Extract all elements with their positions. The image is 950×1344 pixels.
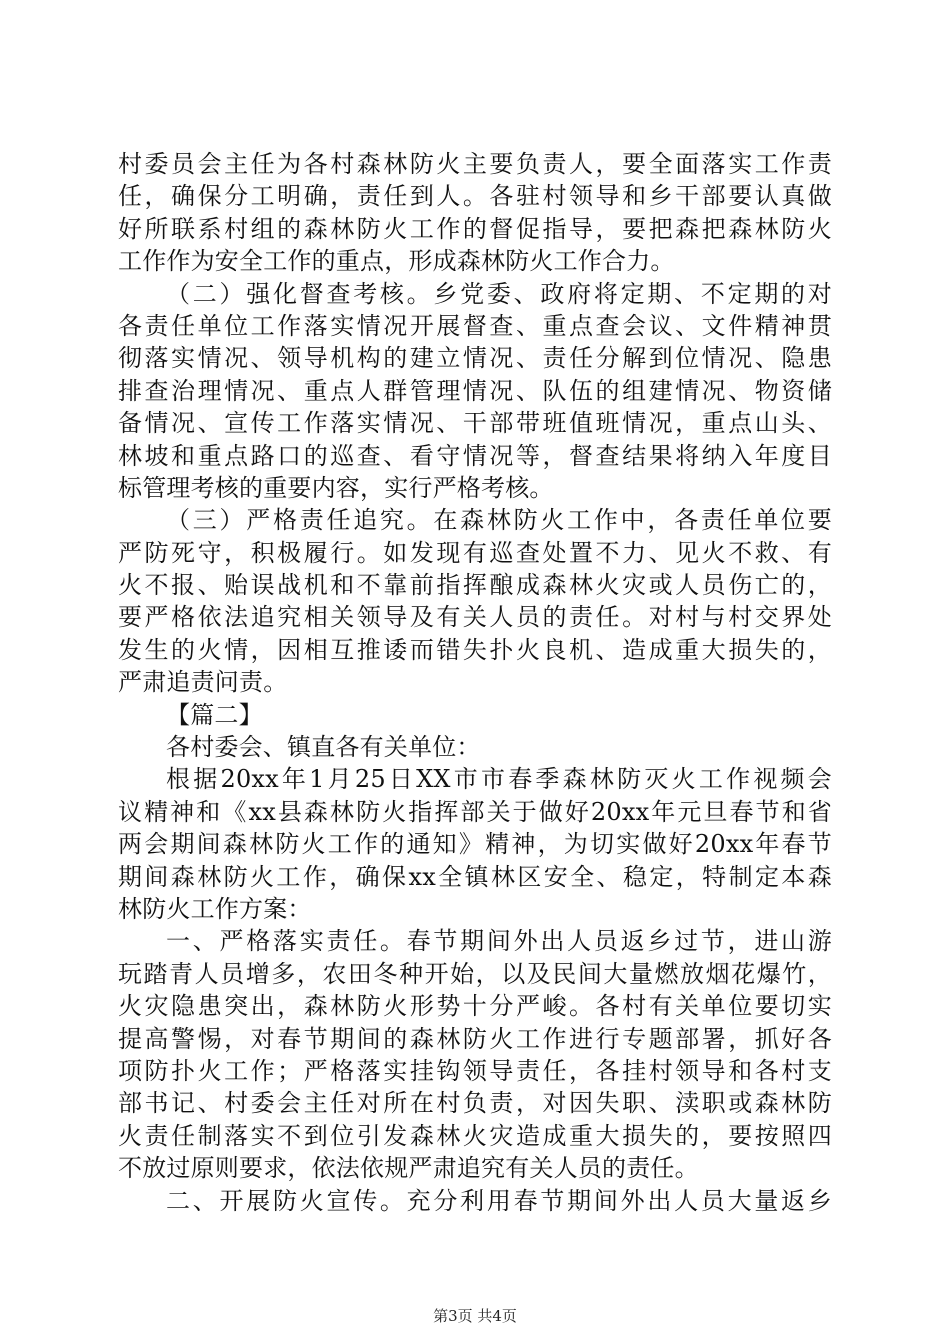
- text-line: 火灾隐患突出，森林防火形势十分严峻。各村有关单位要切实: [118, 992, 832, 1021]
- text-line: 玩踏青人员增多，农田冬种开始，以及民间大量燃放烟花爆竹，: [118, 959, 832, 988]
- text-line: 项防扑火工作；严格落实挂钩领导责任，各挂村领导和各村支: [118, 1056, 832, 1085]
- text-line: 两会期间森林防火工作的通知》精神，为切实做好20xx年春节: [118, 830, 832, 859]
- section-heading: 【篇二】: [166, 700, 263, 729]
- paragraph-start-line: （二）强化督查考核。乡党委、政府将定期、不定期的对: [166, 279, 832, 308]
- text-line: 任，确保分工明确，责任到人。各驻村领导和乡干部要认真做: [118, 182, 832, 211]
- text-line: 林防火工作方案：: [118, 894, 312, 923]
- text-line: 好所联系村组的森林防火工作的督促指导，要把森把森林防火: [118, 214, 832, 243]
- document-body: [118, 148, 832, 1217]
- text-line: 不放过原则要求，依法依规严肃追究有关人员的责任。: [118, 1154, 699, 1183]
- text-line: 议精神和《xx县森林防火指挥部关于做好20xx年元旦春节和省: [118, 797, 832, 826]
- paragraph-start-line: 一、严格落实责任。春节期间外出人员返乡过节，进山游: [166, 927, 832, 956]
- text-line: 要严格依法追究相关领导及有关人员的责任。对村与村交界处: [118, 603, 832, 632]
- text-line: 村委员会主任为各村森林防火主要负责人，要全面落实工作责: [118, 150, 832, 178]
- text-line: 部书记、村委会主任对所在村负责，对因失职、渎职或森林防: [118, 1089, 832, 1118]
- text-line: 工作作为安全工作的重点，形成森林防火工作合力。: [118, 247, 675, 276]
- text-line: 提高警惕，对春节期间的森林防火工作进行专题部署，抓好各: [118, 1024, 832, 1053]
- paragraph-start-line: 二、开展防火宣传。充分利用春节期间外出人员大量返乡: [166, 1186, 832, 1215]
- text-line: 标管理考核的重要内容，实行严格考核。: [118, 473, 554, 502]
- salutation-line: 各村委会、镇直各有关单位：: [166, 733, 481, 762]
- paragraph-start-line: （三）严格责任追究。在森林防火工作中，各责任单位要: [166, 506, 832, 535]
- paragraph-start-line: 根据20xx年1月25日XX市市春季森林防灭火工作视频会: [166, 765, 832, 794]
- text-line: 排查治理情况、重点人群管理情况、队伍的组建情况、物资储: [118, 376, 832, 405]
- text-line: 备情况、宣传工作落实情况、干部带班值班情况，重点山头、: [118, 409, 832, 438]
- text-line: 各责任单位工作落实情况开展督查、重点查会议、文件精神贯: [118, 311, 832, 340]
- text-line: 林坡和重点路口的巡查、看守情况等，督查结果将纳入年度目: [118, 441, 832, 470]
- text-line: 火责任制落实不到位引发森林火灾造成重大损失的，要按照四: [118, 1121, 832, 1150]
- text-line: 严肃追责问责。: [118, 668, 288, 697]
- text-line: 期间森林防火工作，确保xx全镇林区安全、稳定，特制定本森: [118, 862, 832, 891]
- text-line: 发生的火情，因相互推诿而错失扑火良机、造成重大损失的，: [118, 635, 832, 664]
- text-line: 彻落实情况、领导机构的建立情况、责任分解到位情况、隐患: [118, 344, 832, 373]
- page-number-footer: 第3页 共4页: [433, 1307, 517, 1325]
- text-line: 火不报、贻误战机和不靠前指挥酿成森林火灾或人员伤亡的，: [118, 571, 832, 600]
- text-line: 严防死守，积极履行。如发现有巡查处置不力、见火不救、有: [118, 538, 832, 567]
